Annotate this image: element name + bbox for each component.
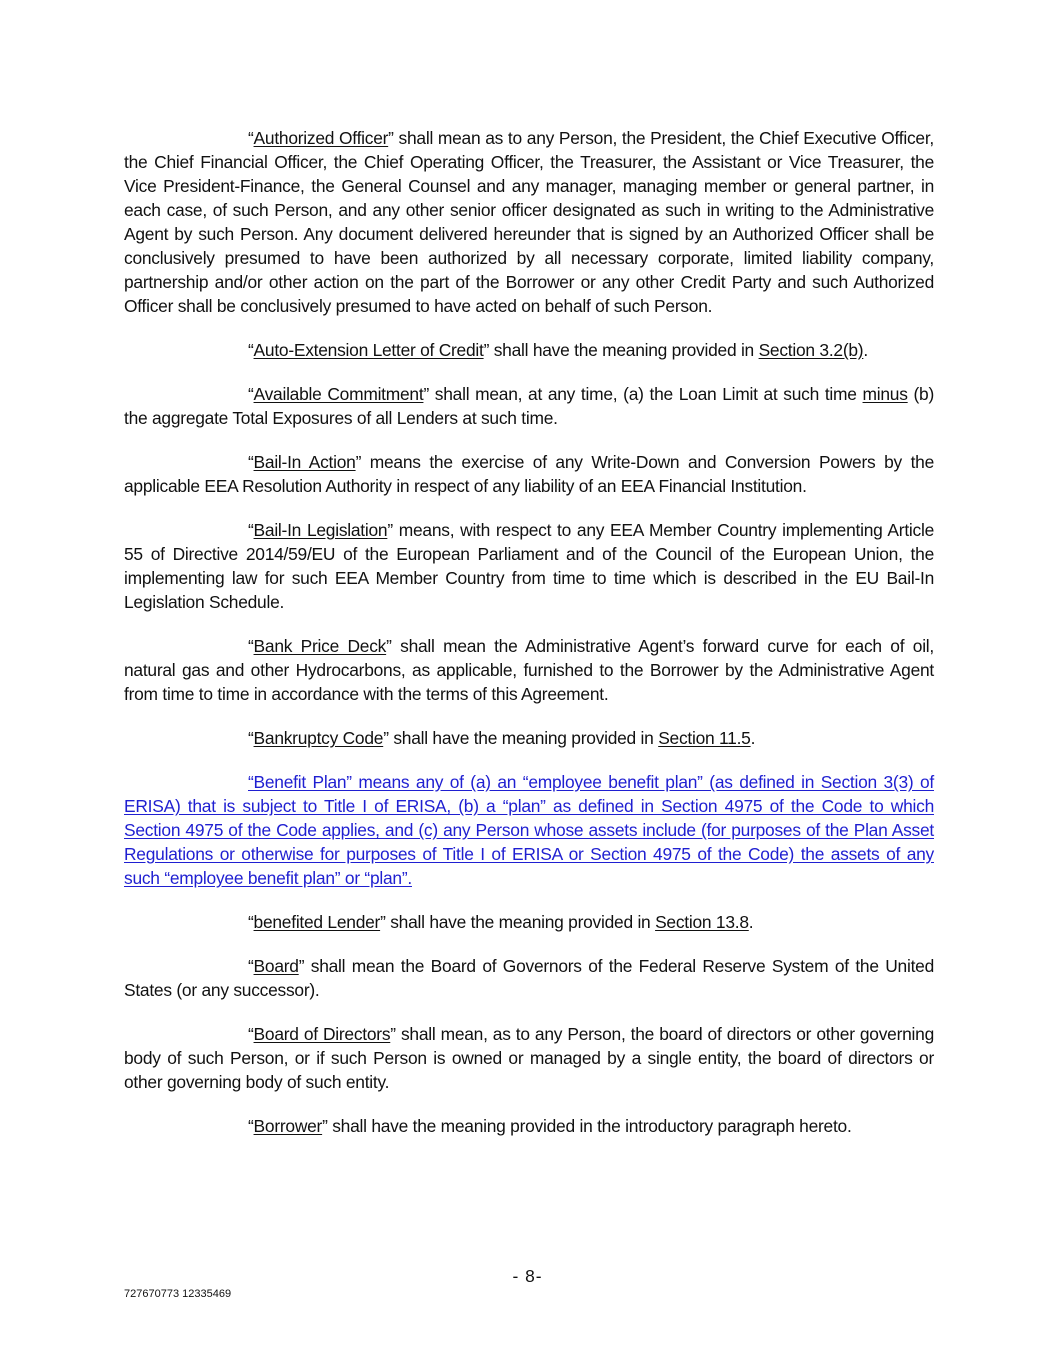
page-number: - 8- — [512, 1266, 543, 1286]
definition-bail-in-legislation: “Bail-In Legislation” means, with respect to any EEA Member Country implementing Article 55 of Directive 2014/59/EU of the European Parliament and of the Council of the European Union, the implementing law for such EEA Member Country from time to time which is described in the EU Bail-In Legislation Schedule. — [124, 520, 934, 612]
definition-text: shall mean, as to any Person, the board of directors or other governing body of such Person, or if such Person is owned or managed by a single entity, the board of directors or other governing body of such entity. — [124, 1024, 934, 1092]
definition-auto-extension-letter-of-credit: “Auto-Extension Letter of Credit” shall have the meaning provided in Section 3.2(b). — [248, 340, 868, 360]
definition-text: shall have the meaning provided in — [390, 912, 651, 932]
definition-text: shall mean, at any time, (a) the Loan Limit at such time — [434, 384, 857, 404]
defined-term: Bail-In Action — [253, 452, 356, 472]
definition-text: shall mean the Board of Governors of the Federal Reserve System of the United States (or any successor). — [124, 956, 935, 1000]
definition-benefited-lender: “benefited Lender” shall have the meaning provided in Section 13.8. — [248, 912, 754, 932]
defined-term: Borrower — [253, 1116, 323, 1136]
definition-text: shall have the meaning provided in — [493, 340, 754, 360]
definition-text: shall mean the Administrative Agent’s forward curve for each of oil, natural gas and other Hydrocarbons, as applicable, furnished to the Borrower by the Administrative Agent from time to time in accordance with the terms of this Agreement. — [124, 636, 935, 704]
section-reference[interactable]: Section 3.2(b) — [758, 340, 864, 360]
defined-term: Board — [253, 956, 299, 976]
definition-text: shall have the meaning provided in — [393, 728, 654, 748]
defined-term: Authorized Officer — [253, 128, 389, 148]
definition-available-commitment: “Available Commitment” shall mean, at any time, (a) the Loan Limit at such time minus (b) the aggregate Total Exposures of all Lenders at such time. — [124, 384, 934, 428]
section-reference[interactable]: Section 13.8 — [655, 912, 749, 932]
definition-text: shall have the meaning provided in the introductory paragraph hereto. — [332, 1116, 852, 1136]
defined-term: Bank Price Deck — [253, 636, 387, 656]
definition-text: shall mean as to any Person, the President, the Chief Executive Officer, the Chief Financial Officer, the Chief Operating Officer, the Treasurer, the Assistant or Vice Treasurer, the Vice President-Finance, the General Counsel and any manager, managing member or general partner, in each case, of such Person, and any other senior officer designated as such in writing to the Administrative Agent by such Person. Any document delivered hereunder that is signed by an Authorized Officer shall be conclusively presumed to have been authorized by all necessary corporate, limited liability company, partnership and/or other action on the part of the Borrower or any other Credit Party and such Authorized Officer shall be conclusively presumed to have acted on behalf of such Person. — [124, 128, 934, 316]
definition-board-of-directors: “Board of Directors” shall mean, as to any Person, the board of directors or other governing body of such Person, or if such Person is owned or managed by a single entity, the board of directors or other governing body of such entity. — [124, 1024, 934, 1092]
defined-term: Auto-Extension Letter of Credit — [253, 340, 484, 360]
definition-text: means the exercise of any Write-Down and Conversion Powers by the applicable EEA Resolution Authority in respect of any liability of an EEA Financial Institution. — [124, 452, 934, 496]
definitions-section — [124, 126, 934, 1158]
defined-term: Bail-In Legislation — [253, 520, 388, 540]
definition-text: means, with respect to any EEA Member Country implementing Article 55 of Directive 2014/59/EU of the European Parliament and of the Council of the European Union, the implementing law for such EEA Member Country from time to time which is described in the EU Bail-In Legislation Schedule. — [124, 520, 934, 612]
definition-authorized-officer: “Authorized Officer” shall mean as to any Person, the President, the Chief Executive Officer, the Chief Financial Officer, the Chief Operating Officer, the Treasurer, the Assistant or Vice Treasurer, the Vice President-Finance, the General Counsel and any manager, managing member or general partner, in each case, of such Person, and any other senior officer designated as such in writing to the Administrative Agent by such Person. Any document delivered hereunder that is signed by an Authorized Officer shall be conclusively presumed to have been authorized by all necessary corporate, limited liability company, partnership and/or other action on the part of the Borrower or any other Credit Party and such Authorized Officer shall be conclusively presumed to have acted on behalf of such Person. — [124, 128, 934, 316]
defined-term: Board of Directors — [253, 1024, 391, 1044]
section-reference[interactable]: Section 11.5 — [658, 728, 751, 748]
emphasized-word: minus — [862, 384, 908, 404]
definition-board: “Board” shall mean the Board of Governors of the Federal Reserve System of the United States (or any successor). — [124, 956, 935, 1000]
definition-bail-in-action: “Bail-In Action” means the exercise of any Write-Down and Conversion Powers by the applicable EEA Resolution Authority in respect of any liability of an EEA Financial Institution. — [124, 452, 934, 496]
defined-term: Available Commitment — [253, 384, 424, 404]
defined-term: benefited Lender — [253, 912, 381, 932]
defined-term: Bankruptcy Code — [253, 728, 384, 748]
definition-benefit-plan-inserted — [124, 770, 934, 890]
inserted-text: “Benefit Plan” means any of (a) an “employee benefit plan” (as defined in Section 3(3) of ERISA) that is subject to Title I of ERISA, (b) a “plan” as defined in Section 4975 of the Code to which Section 4975 of the Code applies, and (c) any Person whose assets include (for purposes of the Plan Asset Regulations or otherwise for purposes of Title I of ERISA or Section 4975 of the Code) the assets of any such “employee benefit plan” or “plan”. — [124, 772, 934, 888]
definition-bank-price-deck: “Bank Price Deck” shall mean the Administrative Agent’s forward curve for each of oil, natural gas and other Hydrocarbons, as applicable, furnished to the Borrower by the Administrative Agent from time to time in accordance with the terms of this Agreement. — [124, 636, 935, 704]
document-id: 727670773 12335469 — [124, 1288, 232, 1300]
definition-borrower: “Borrower” shall have the meaning provided in the introductory paragraph hereto. — [248, 1116, 852, 1136]
definition-bankruptcy-code: “Bankruptcy Code” shall have the meaning provided in Section 11.5. — [248, 728, 756, 748]
